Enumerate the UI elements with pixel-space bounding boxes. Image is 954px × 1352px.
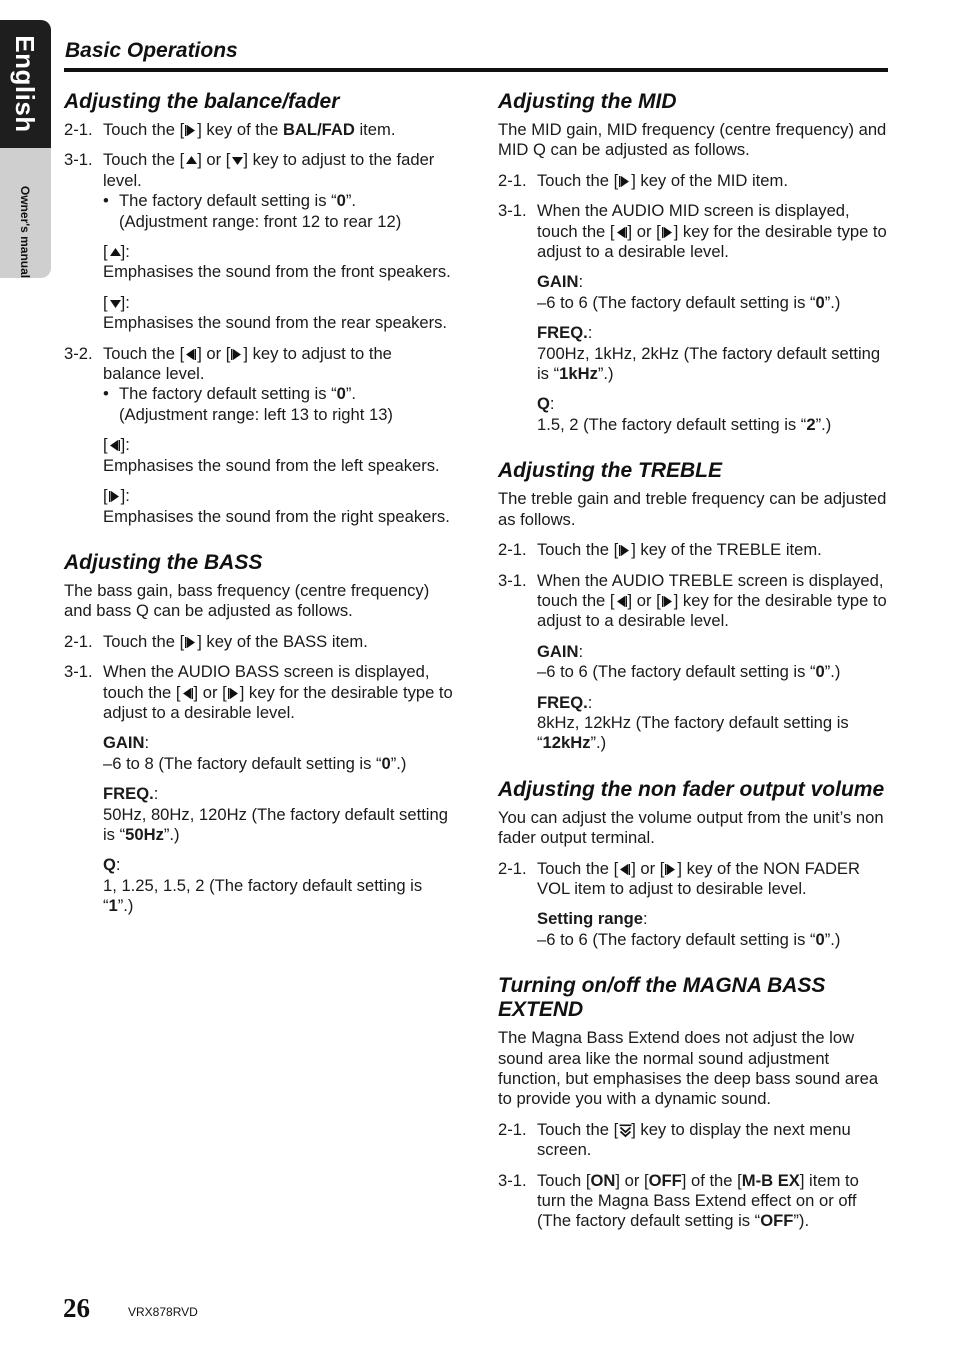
bullet-text: ”. bbox=[345, 384, 357, 404]
step-text: Touch the [ bbox=[103, 343, 185, 363]
adjustment-range: (Adjustment range: front 12 to rear 12) bbox=[119, 211, 402, 231]
section-title: Adjusting the BASS bbox=[64, 550, 263, 574]
section-title: Adjusting the non fader output volume bbox=[498, 777, 885, 801]
left-arrow-icon bbox=[108, 438, 121, 452]
step bbox=[498, 171, 888, 191]
setting-label: GAIN bbox=[537, 641, 579, 661]
step-text: When the AUDIO TREBLE screen is displayed, touch the [ bbox=[537, 570, 884, 610]
step-text: ] or [ bbox=[197, 150, 231, 170]
default-value: 1kHz bbox=[559, 364, 598, 384]
colon: : bbox=[643, 909, 648, 929]
step-number: 2-1. bbox=[64, 120, 93, 139]
setting-gain bbox=[498, 272, 888, 313]
setting-text: ”.) bbox=[597, 364, 614, 384]
colon: : bbox=[144, 733, 150, 753]
step-text: ] key of the MID item. bbox=[631, 170, 788, 190]
up-arrow-icon bbox=[108, 245, 121, 259]
colon: : bbox=[578, 272, 584, 292]
colon: : bbox=[578, 641, 584, 661]
step-text: ] key to adjust to the balance level. bbox=[103, 343, 392, 384]
step-number: 3-1. bbox=[498, 570, 527, 590]
step bbox=[64, 150, 454, 333]
setting-text: ”.) bbox=[163, 824, 180, 844]
step-number: 3-1. bbox=[64, 662, 93, 682]
header-title: Basic Operations bbox=[65, 39, 238, 62]
section-magna-bass bbox=[498, 974, 888, 1232]
step bbox=[498, 540, 888, 560]
section-bass bbox=[64, 551, 454, 917]
bracket: ]: bbox=[120, 435, 130, 455]
setting-text: 8kHz, 12kHz (The factory default setting is “ bbox=[537, 712, 849, 753]
step-text: ] or [ bbox=[197, 343, 231, 363]
setting-label: GAIN bbox=[537, 272, 579, 292]
default-value: 1 bbox=[108, 896, 118, 916]
double-chevron-down-icon bbox=[618, 1123, 631, 1137]
right-arrow-icon bbox=[664, 862, 677, 876]
right-arrow-icon bbox=[184, 635, 197, 649]
bracket: [ bbox=[103, 242, 108, 262]
step-text: When the AUDIO BASS screen is displayed, touch the [ bbox=[103, 662, 430, 702]
section-intro: You can adjust the volume output from the unit’s non fader output terminal. bbox=[498, 807, 884, 848]
default-value: 2 bbox=[806, 414, 816, 434]
step bbox=[498, 201, 888, 262]
section-title: Adjusting the balance/fader bbox=[64, 90, 340, 113]
left-arrow-icon bbox=[615, 225, 628, 239]
right-arrow-icon bbox=[227, 686, 240, 700]
section-intro: The MID gain, MID frequency (centre frequency) and MID Q can be adjusted as follows. bbox=[498, 120, 887, 160]
step-text: ] of the [ bbox=[681, 1170, 742, 1190]
setting-text: ”.) bbox=[590, 733, 607, 753]
bracket: [ bbox=[103, 486, 108, 506]
key-definition bbox=[103, 242, 454, 283]
bracket: [ bbox=[103, 292, 108, 312]
setting-gain bbox=[64, 733, 454, 774]
step-text: ] key for the desirable type to adjust to a desirable level. bbox=[103, 682, 453, 722]
default-value: 50Hz bbox=[125, 824, 164, 844]
step-text: Touch the [ bbox=[103, 150, 185, 170]
mbex-item-label: M-B EX bbox=[741, 1170, 800, 1190]
setting-text: –6 to 6 (The factory default setting is “ bbox=[537, 292, 816, 312]
step-text: Touch the [ bbox=[103, 120, 185, 139]
setting-gain bbox=[498, 642, 888, 683]
bullet-note bbox=[103, 191, 454, 232]
step-text: ] or [ bbox=[631, 858, 665, 878]
bullet-text: ”. bbox=[345, 191, 357, 211]
step-number: 2-1. bbox=[498, 1119, 527, 1139]
side-language-tab bbox=[0, 20, 51, 278]
colon: : bbox=[587, 323, 593, 343]
step-number: 3-1. bbox=[498, 1170, 527, 1190]
step-number: 2-1. bbox=[498, 170, 527, 190]
step-text: Touch the [ bbox=[537, 858, 619, 878]
off-key-label: OFF bbox=[648, 1170, 682, 1190]
setting-text: –6 to 6 (The factory default setting is “ bbox=[537, 662, 816, 682]
step-text: item. bbox=[354, 120, 396, 139]
up-arrow-icon bbox=[184, 153, 197, 167]
left-arrow-icon bbox=[184, 347, 197, 361]
setting-text: ”.) bbox=[390, 753, 407, 773]
setting-text: 50Hz, 80Hz, 120Hz (The factory default setting is “ bbox=[103, 804, 448, 844]
setting-text: 1.5, 2 (The factory default setting is “ bbox=[537, 414, 807, 434]
section-intro: The bass gain, bass frequency (centre frequency) and bass Q can be adjusted as follows. bbox=[64, 580, 430, 621]
default-value: OFF bbox=[760, 1211, 794, 1231]
model-number: VRX878RVD bbox=[128, 1305, 198, 1319]
left-arrow-icon bbox=[618, 862, 631, 876]
step bbox=[498, 859, 888, 900]
bullet-dot: • bbox=[103, 384, 109, 404]
bracket: ]: bbox=[120, 486, 130, 506]
section-title: Turning on/off the MAGNA BASS EXTEND bbox=[498, 974, 826, 1022]
step-text: Touch the [ bbox=[537, 1119, 619, 1139]
setting-freq bbox=[498, 323, 888, 384]
step bbox=[64, 662, 454, 723]
setting-text: ”.) bbox=[824, 662, 841, 682]
bracket: ]: bbox=[120, 292, 130, 312]
step-text: ] item to turn the Magna Bass Extend effect on or off (The factory default setting is “ bbox=[537, 1170, 859, 1231]
default-value: 0 bbox=[381, 753, 391, 773]
left-arrow-icon bbox=[181, 686, 194, 700]
step bbox=[498, 1171, 888, 1232]
step-text: ] key of the TREBLE item. bbox=[631, 540, 822, 560]
bracket: ]: bbox=[120, 242, 130, 262]
step-text: ] key for the desirable type to adjust to a desirable level. bbox=[537, 221, 887, 262]
setting-text: ”.) bbox=[824, 929, 841, 949]
setting-text: ”.) bbox=[117, 896, 134, 916]
step-text: ] or [ bbox=[193, 682, 227, 702]
key-definition bbox=[103, 293, 454, 334]
setting-label: Setting range bbox=[537, 909, 644, 929]
definition-text: Emphasises the sound from the right speakers. bbox=[103, 506, 450, 526]
right-arrow-icon bbox=[618, 543, 631, 557]
on-key-label: ON bbox=[590, 1170, 616, 1190]
bracket: [ bbox=[103, 435, 108, 455]
step-text: ] key to adjust to the fader level. bbox=[103, 150, 435, 190]
key-label: BAL/FAD bbox=[282, 120, 355, 139]
step-text: ] key of the bbox=[197, 120, 283, 139]
bullet-dot: • bbox=[103, 191, 109, 211]
step-text: ] key of the NON FADER VOL item to adjust to desirable level. bbox=[537, 858, 860, 898]
right-arrow-icon bbox=[230, 347, 243, 361]
colon: : bbox=[115, 855, 121, 875]
step-text: Touch the [ bbox=[537, 170, 619, 190]
step-number: 2-1. bbox=[64, 631, 93, 651]
header-rule bbox=[64, 68, 888, 72]
step-number: 2-1. bbox=[498, 858, 527, 878]
default-value: 0 bbox=[336, 191, 346, 211]
section-title: Adjusting the MID bbox=[498, 90, 677, 113]
setting-text: 700Hz, 1kHz, 2kHz (The factory default setting is “ bbox=[537, 343, 881, 384]
side-tab-manual: Owner's manual bbox=[18, 185, 32, 278]
left-arrow-icon bbox=[615, 594, 628, 608]
right-arrow-icon bbox=[108, 489, 121, 503]
colon: : bbox=[153, 784, 159, 804]
default-value: 0 bbox=[336, 384, 346, 404]
setting-label: Q bbox=[537, 394, 550, 414]
down-arrow-icon bbox=[230, 153, 243, 167]
down-arrow-icon bbox=[108, 296, 121, 310]
bullet-text: The factory default setting is “ bbox=[119, 384, 337, 404]
step-text: ] or [ bbox=[615, 1170, 649, 1190]
setting-text: 1, 1.25, 1.5, 2 (The factory default setting is “ bbox=[103, 875, 423, 916]
setting-range bbox=[498, 909, 888, 950]
key-definition bbox=[103, 435, 454, 476]
default-value: 0 bbox=[815, 292, 825, 312]
definition-text: Emphasises the sound from the left speakers. bbox=[103, 455, 440, 475]
step-number: 3-1. bbox=[64, 150, 93, 170]
step-text: ] or [ bbox=[627, 590, 661, 610]
step-text: ] or [ bbox=[627, 221, 661, 241]
step-number: 2-1. bbox=[498, 540, 527, 560]
setting-text: ”.) bbox=[824, 292, 841, 312]
setting-q bbox=[64, 855, 454, 916]
step-text: Touch [ bbox=[537, 1170, 591, 1190]
setting-label: FREQ. bbox=[537, 323, 588, 343]
step-text: ] key for the desirable type to adjust to a desirable level. bbox=[537, 590, 887, 631]
left-column bbox=[64, 90, 454, 927]
right-arrow-icon bbox=[661, 594, 674, 608]
section-intro: The Magna Bass Extend does not adjust the low sound area like the normal sound adjustment function, but emphasises the deep bass sound area to provide you with a dynamic sound. bbox=[498, 1028, 879, 1109]
setting-freq bbox=[64, 784, 454, 845]
default-value: 0 bbox=[815, 929, 825, 949]
step-text: Touch the [ bbox=[537, 540, 619, 560]
step bbox=[64, 120, 454, 140]
default-value: 0 bbox=[815, 662, 825, 682]
section-intro: The treble gain and treble frequency can be adjusted as follows. bbox=[498, 489, 887, 529]
section-title: Adjusting the TREBLE bbox=[498, 459, 722, 483]
adjustment-range: (Adjustment range: left 13 to right 13) bbox=[119, 404, 393, 424]
right-column bbox=[498, 90, 888, 1242]
setting-label: FREQ. bbox=[103, 784, 154, 804]
setting-text: –6 to 6 (The factory default setting is “ bbox=[537, 929, 816, 949]
section-mid bbox=[498, 90, 888, 435]
setting-label: Q bbox=[103, 855, 116, 875]
setting-text: –6 to 8 (The factory default setting is “ bbox=[103, 753, 382, 773]
step-text: When the AUDIO MID screen is displayed, touch the [ bbox=[537, 201, 850, 241]
step-text: ”). bbox=[793, 1211, 810, 1231]
side-tab-language: English bbox=[10, 35, 40, 133]
step bbox=[498, 1120, 888, 1161]
right-arrow-icon bbox=[184, 123, 197, 137]
right-arrow-icon bbox=[661, 225, 674, 239]
bullet-text: The factory default setting is “ bbox=[119, 191, 337, 211]
setting-label: GAIN bbox=[103, 733, 145, 753]
step-number: 3-1. bbox=[498, 201, 527, 221]
step-text: ] key to display the next menu screen. bbox=[537, 1119, 851, 1160]
setting-label: FREQ. bbox=[537, 692, 588, 712]
colon: : bbox=[549, 394, 555, 414]
definition-text: Emphasises the sound from the front speakers. bbox=[103, 262, 451, 282]
section-balance-fader bbox=[64, 90, 454, 527]
step bbox=[64, 632, 454, 652]
step bbox=[498, 571, 888, 632]
step-number: 3-2. bbox=[64, 343, 93, 363]
key-definition bbox=[103, 486, 454, 527]
step-text: Touch the [ bbox=[103, 631, 185, 651]
page-number: 26 bbox=[63, 1293, 90, 1323]
colon: : bbox=[587, 692, 593, 712]
step-text: ] key of the BASS item. bbox=[197, 631, 368, 651]
setting-q bbox=[498, 394, 888, 435]
definition-text: Emphasises the sound from the rear speakers. bbox=[103, 313, 448, 333]
setting-freq bbox=[498, 693, 888, 754]
bullet-note bbox=[103, 384, 454, 425]
right-arrow-icon bbox=[618, 174, 631, 188]
section-non-fader bbox=[498, 778, 888, 950]
default-value: 12kHz bbox=[542, 733, 591, 753]
section-treble bbox=[498, 459, 888, 753]
setting-text: ”.) bbox=[815, 414, 832, 434]
step bbox=[64, 344, 454, 527]
